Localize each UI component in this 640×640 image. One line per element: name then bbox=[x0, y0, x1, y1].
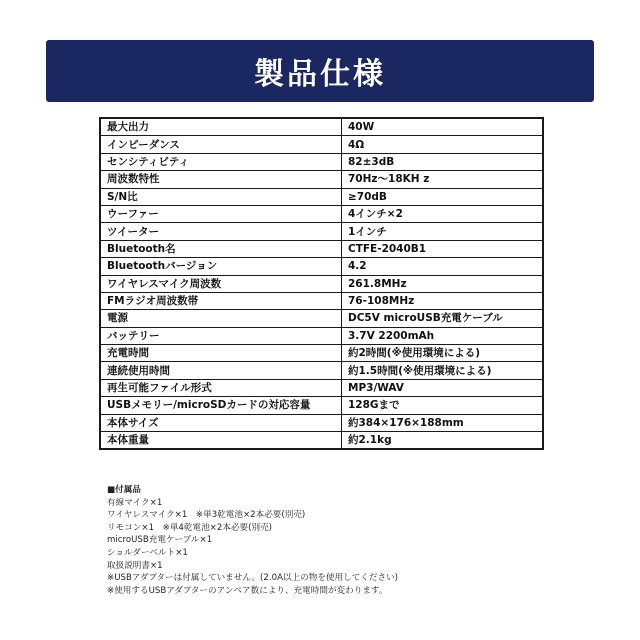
accessory-line: ショルダーベルト×1 bbox=[107, 547, 188, 558]
spec-row bbox=[100, 188, 543, 205]
spec-value: 76-108MHz bbox=[342, 292, 544, 309]
accessory-line: ※使用するUSBアダプターのアンペア数により、充電時間が変わります。 bbox=[107, 585, 388, 596]
spec-value: 4Ω bbox=[342, 136, 544, 153]
spec-row bbox=[100, 292, 543, 309]
spec-row bbox=[100, 136, 543, 153]
spec-row bbox=[100, 240, 543, 257]
spec-label: 本体重量 bbox=[100, 432, 342, 450]
spec-label: 電源 bbox=[100, 310, 342, 327]
spec-label: ワイヤレスマイク周波数 bbox=[100, 275, 342, 292]
accessory-line: ※USBアダプターは付属していません。(2.0A以上の物を使用してください) bbox=[107, 573, 399, 584]
spec-label: USBメモリー/microSDカードの対応容量 bbox=[100, 397, 342, 414]
spec-label: センシティビティ bbox=[100, 153, 342, 170]
spec-label: Bluetoothバージョン bbox=[100, 258, 342, 275]
spec-label: 充電時間 bbox=[100, 345, 342, 362]
spec-value: 4.2 bbox=[342, 258, 544, 275]
spec-value: 約384×176×188mm bbox=[342, 414, 544, 431]
spec-value: 1インチ bbox=[342, 223, 544, 240]
spec-row bbox=[100, 171, 543, 188]
spec-value: ≥70dB bbox=[342, 188, 544, 205]
spec-value: 3.7V 2200mAh bbox=[342, 327, 544, 344]
spec-value: 約2.1kg bbox=[342, 432, 544, 450]
accessories-heading: ■付属品 bbox=[107, 485, 141, 495]
spec-label: S/N比 bbox=[100, 188, 342, 205]
spec-row bbox=[100, 345, 543, 362]
spec-value: MP3/WAV bbox=[342, 379, 544, 396]
spec-row bbox=[100, 362, 543, 379]
accessory-line: ワイヤレスマイク×1 ※単3乾電池×2本必要(別売) bbox=[107, 510, 306, 521]
spec-row bbox=[100, 275, 543, 292]
spec-value: 128Gまで bbox=[342, 397, 544, 414]
spec-row bbox=[100, 379, 543, 396]
accessory-line: 有線マイク×1 bbox=[107, 497, 163, 508]
spec-row bbox=[100, 223, 543, 240]
spec-value: CTFE-2040B1 bbox=[342, 240, 544, 257]
spec-value: 約2時間(※使用環境による) bbox=[342, 345, 544, 362]
spec-label: 再生可能ファイル形式 bbox=[100, 379, 342, 396]
spec-value: 約1.5時間(※使用環境による) bbox=[342, 362, 544, 379]
spec-value: 4インチ×2 bbox=[342, 205, 544, 222]
spec-label: 連続使用時間 bbox=[100, 362, 342, 379]
spec-label: 最大出力 bbox=[100, 118, 342, 136]
spec-table bbox=[99, 117, 544, 450]
accessory-line: 取扱説明書×1 bbox=[107, 560, 163, 571]
spec-row bbox=[100, 258, 543, 275]
accessory-line: microUSB充電ケーブル×1 bbox=[107, 535, 213, 546]
spec-label: インピーダンス bbox=[100, 136, 342, 153]
spec-value: 70Hz～18KH z bbox=[342, 171, 544, 188]
title-banner bbox=[46, 40, 594, 102]
spec-label: ツイーター bbox=[100, 223, 342, 240]
spec-row bbox=[100, 414, 543, 431]
spec-row bbox=[100, 327, 543, 344]
page-title: 製品仕様 bbox=[254, 57, 386, 92]
spec-row bbox=[100, 205, 543, 222]
spec-row bbox=[100, 397, 543, 414]
spec-row bbox=[100, 310, 543, 327]
spec-label: バッテリー bbox=[100, 327, 342, 344]
spec-row bbox=[100, 432, 543, 450]
spec-row bbox=[100, 118, 543, 136]
spec-label: 本体サイズ bbox=[100, 414, 342, 431]
spec-label: FMラジオ周波数帯 bbox=[100, 292, 342, 309]
spec-label: 周波数特性 bbox=[100, 171, 342, 188]
spec-row bbox=[100, 153, 543, 170]
spec-label: Bluetooth名 bbox=[100, 240, 342, 257]
spec-value: 261.8MHz bbox=[342, 275, 544, 292]
spec-value: 82±3dB bbox=[342, 153, 544, 170]
accessories-notes bbox=[107, 484, 527, 597]
accessory-line: リモコン×1 ※単4乾電池×2本必要(別売) bbox=[107, 522, 273, 533]
spec-value: DC5V microUSB充電ケーブル bbox=[342, 310, 544, 327]
spec-value: 40W bbox=[342, 118, 544, 136]
spec-label: ウーファー bbox=[100, 205, 342, 222]
